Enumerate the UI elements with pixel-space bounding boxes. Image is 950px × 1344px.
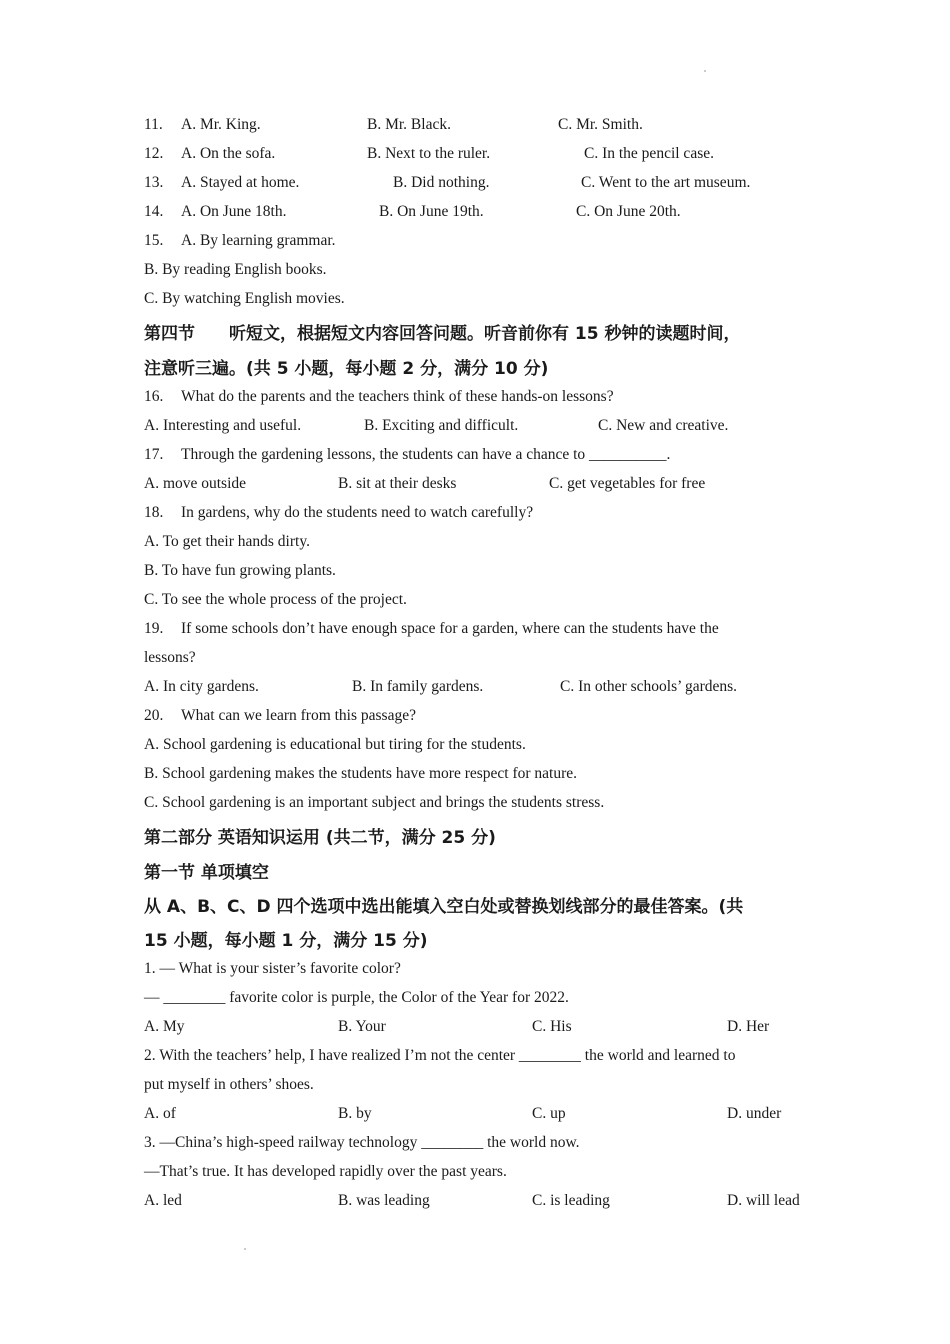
option-b: B. School gardening makes the students have more respect for nature.: [144, 765, 578, 782]
option-c: C. In other schools’ gardens.: [560, 678, 738, 695]
option-c: C. In the pencil case.: [584, 145, 714, 162]
option-c: C. By watching English movies.: [144, 290, 345, 307]
question-20-option-c: [0, 794, 950, 823]
question-stem-cont: — ________ favorite color is purple, the Color of the Year for 2022.: [144, 989, 569, 1006]
option-b: B. Your: [338, 1018, 386, 1035]
grammar-question-2: [0, 1047, 950, 1076]
part2-title-text: 第二部分 英语知识运用 (共二节，满分 25 分): [144, 828, 496, 848]
option-c: C. School gardening is an important subject and brings the students stress.: [144, 794, 605, 811]
question-number: 12.: [144, 145, 164, 162]
question-17: [0, 446, 950, 475]
option-a: A. On the sofa.: [181, 145, 276, 162]
option-a: A. Mr. King.: [181, 116, 261, 133]
instructions-line1: 从 A、B、C、D 四个选项中选出能填入空白处或替换划线部分的最佳答案。(共: [144, 897, 744, 917]
question-number: 11.: [144, 116, 163, 133]
question-number: 16.: [144, 388, 164, 405]
question-14: [0, 203, 950, 232]
option-c: C. To see the whole process of the project.: [144, 591, 407, 608]
option-b: B. Mr. Black.: [367, 116, 451, 133]
option-b: B. was leading: [338, 1192, 430, 1209]
question-stem: In gardens, why do the students need to watch carefully?: [181, 504, 534, 521]
option-c: C. is leading: [532, 1192, 610, 1209]
option-c: C. Mr. Smith.: [558, 116, 643, 133]
option-c: C. Went to the art museum.: [581, 174, 751, 191]
question-13: [0, 174, 950, 203]
grammar-question-3-options: [0, 1192, 950, 1221]
option-a: A. Interesting and useful.: [144, 417, 302, 434]
scan-mark: [704, 70, 706, 72]
question-18-option-c: [0, 591, 950, 620]
question-stem: 3. —China’s high-speed railway technology ________ the world now.: [144, 1134, 580, 1151]
option-d: D. will lead: [727, 1192, 800, 1209]
grammar-question-2-cont: [0, 1076, 950, 1105]
question-17-options: [0, 475, 950, 504]
grammar-question-3-cont: [0, 1163, 950, 1192]
question-19-cont: [0, 649, 950, 678]
part2-section1-title: [0, 858, 950, 892]
grammar-question-1-cont: [0, 989, 950, 1018]
section4-title: [0, 319, 950, 353]
part2-title: [0, 823, 950, 857]
option-d: D. Her: [727, 1018, 770, 1035]
question-15-option-b: [0, 261, 950, 290]
option-a: A. of: [144, 1105, 176, 1122]
option-b: B. To have fun growing plants.: [144, 562, 336, 579]
question-number: 17.: [144, 446, 164, 463]
question-20-option-a: [0, 736, 950, 765]
question-15: [0, 232, 950, 261]
grammar-question-1-options: [0, 1018, 950, 1047]
question-stem: 2. With the teachers’ help, I have realized I’m not the center ________ the world and learned to: [144, 1047, 736, 1064]
option-d: D. under: [727, 1105, 782, 1122]
option-a: A. By learning grammar.: [181, 232, 336, 249]
section4-title-line2: 注意听三遍。(共 5 小题，每小题 2 分，满分 10 分): [144, 359, 549, 379]
option-b: B. sit at their desks: [338, 475, 457, 492]
question-stem: 1. — What is your sister’s favorite color?: [144, 960, 401, 977]
question-19: [0, 620, 950, 649]
option-a: A. On June 18th.: [181, 203, 287, 220]
option-a: A. In city gardens.: [144, 678, 259, 695]
question-stem: What can we learn from this passage?: [181, 707, 416, 724]
grammar-question-3: [0, 1134, 950, 1163]
question-15-option-c: [0, 290, 950, 319]
question-number: 19.: [144, 620, 164, 637]
option-a: A. led: [144, 1192, 182, 1209]
option-b: B. by: [338, 1105, 372, 1122]
option-a: A. To get their hands dirty.: [144, 533, 310, 550]
option-a: A. Stayed at home.: [181, 174, 300, 191]
option-b: B. By reading English books.: [144, 261, 327, 278]
option-b: B. In family gardens.: [352, 678, 484, 695]
question-20-option-b: [0, 765, 950, 794]
scan-mark: [244, 1248, 246, 1250]
option-c: C. His: [532, 1018, 572, 1035]
question-number: 13.: [144, 174, 164, 191]
option-c: C. New and creative.: [598, 417, 729, 434]
question-number: 18.: [144, 504, 164, 521]
question-number: 14.: [144, 203, 164, 220]
question-stem: Through the gardening lessons, the students can have a chance to __________.: [181, 446, 671, 463]
option-a: A. My: [144, 1018, 185, 1035]
option-b: B. Did nothing.: [393, 174, 490, 191]
question-18-option-a: [0, 533, 950, 562]
question-stem: If some schools don’t have enough space for a garden, where can the students have the: [181, 620, 719, 637]
question-number: 20.: [144, 707, 164, 724]
question-18: [0, 504, 950, 533]
question-19-options: [0, 678, 950, 707]
option-c: C. On June 20th.: [576, 203, 681, 220]
option-c: C. up: [532, 1105, 566, 1122]
section4-title-line1: 第四节 听短文，根据短文内容回答问题。听音前你有 15 秒钟的读题时间，: [144, 324, 741, 344]
part2-instructions-cont: [0, 926, 950, 960]
question-16: [0, 388, 950, 417]
question-stem-cont: —That’s true. It has developed rapidly over the past years.: [144, 1163, 507, 1180]
grammar-question-1: [0, 960, 950, 989]
question-18-option-b: [0, 562, 950, 591]
grammar-question-2-options: [0, 1105, 950, 1134]
option-b: B. Exciting and difficult.: [364, 417, 519, 434]
question-stem-cont: put myself in others’ shoes.: [144, 1076, 314, 1093]
question-16-options: [0, 417, 950, 446]
option-a: A. move outside: [144, 475, 247, 492]
question-stem-cont: lessons?: [144, 649, 196, 666]
option-c: C. get vegetables for free: [549, 475, 706, 492]
section4-title-cont: [0, 354, 950, 388]
question-11: [0, 116, 950, 145]
instructions-line2: 15 小题，每小题 1 分，满分 15 分): [144, 931, 428, 951]
question-20: [0, 707, 950, 736]
section1-title-text: 第一节 单项填空: [144, 863, 269, 883]
question-number: 15.: [144, 232, 164, 249]
option-a: A. School gardening is educational but tiring for the students.: [144, 736, 526, 753]
question-stem: What do the parents and the teachers think of these hands-on lessons?: [181, 388, 614, 405]
part2-instructions: [0, 892, 950, 926]
option-b: B. On June 19th.: [379, 203, 484, 220]
option-b: B. Next to the ruler.: [367, 145, 491, 162]
question-12: [0, 145, 950, 174]
